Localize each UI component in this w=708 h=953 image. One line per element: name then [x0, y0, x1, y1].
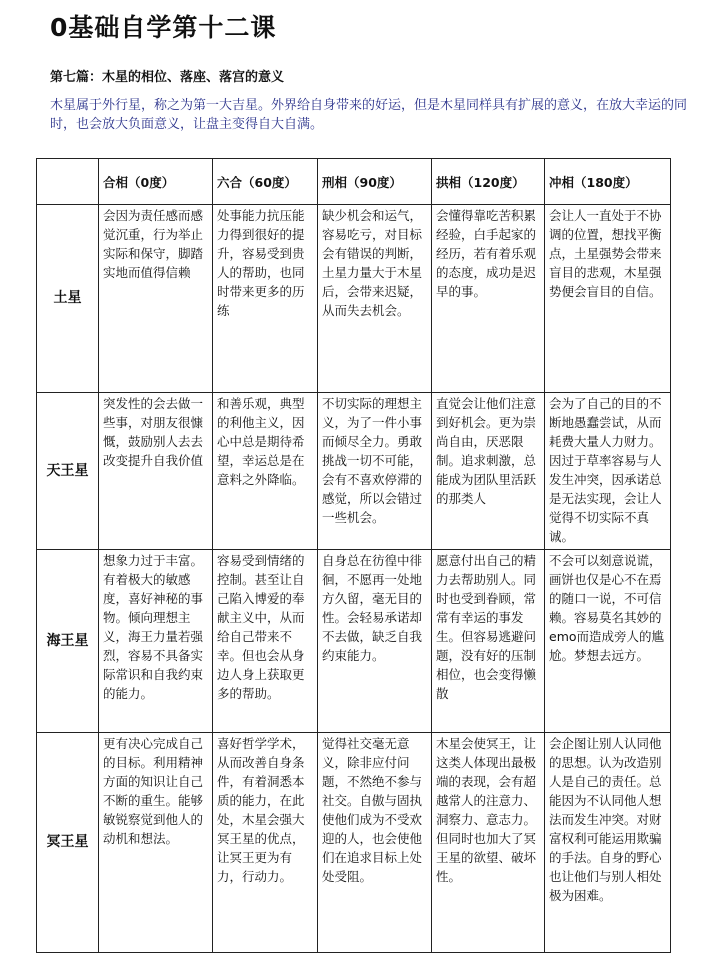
table-cell: 想象力过于丰富。有着极大的敏感度，喜好神秘的事物。倾向理想主义，海王力量若强烈，容易不具备实际常识和自我约束的能力。 [99, 550, 213, 733]
table-cell: 喜好哲学学术，从而改善自身条件，有着洞悉本质的能力，在此处，木星会强大冥王星的优点，让冥王更为有力，行动力。 [213, 733, 318, 953]
header-corner [37, 159, 99, 205]
table-cell: 会企图让别人认同他的思想。认为改造别人是自己的责任。总能因为不认同他人想法而发生冲突。对财富权利可能运用欺骗的手法。自身的野心也让他们与别人相处极为困难。 [545, 733, 671, 953]
header-row [37, 159, 671, 205]
table-row [37, 733, 671, 953]
table-cell: 直觉会让他们注意到好机会。更为崇尚自由，厌恶限制。追求刺激，总能成为团队里活跃的那类人 [432, 393, 545, 550]
intro-paragraph: 木星属于外行星，称之为第一大吉星。外界给自身带来的好运，但是木星同样具有扩展的意义，在放大幸运的同时，也会放大负面意义，让盘主变得自大自满。 [50, 98, 688, 132]
table-cell: 觉得社交毫无意义，除非应付问题，不然绝不参与社交。自傲与固执使他们成为不受欢迎的人，也会使他们在追求目标上处处受阻。 [318, 733, 432, 953]
table-cell: 会懂得靠吃苦积累经验，白手起家的经历，若有着乐观的态度，成功是迟早的事。 [432, 205, 545, 393]
table-cell: 缺少机会和运气，容易吃亏，对目标会有错误的判断，土星力量大于木星后，会带来迟疑，从而失去机会。 [318, 205, 432, 393]
table-row [37, 550, 671, 733]
table-cell: 更有决心完成自己的目标。利用精神方面的知识让自己不断的重生。能够敏锐察觉到他人的动机和想法。 [99, 733, 213, 953]
row-label: 冥王星 [37, 733, 99, 953]
header-trine: 拱相（120度） [432, 159, 545, 205]
table-cell: 愿意付出自己的精力去帮助别人。同时也受到眷顾，常常有幸运的事发生。但容易逃避问题，没有好的压制相位，也会变得懒散 [432, 550, 545, 733]
table-cell: 会为了自己的目的不断地愚蠢尝试，从而耗费大量人力财力。因过于草率容易与人发生冲突，因承诺总是无法实现，会让人觉得不切实际不真诚。 [545, 393, 671, 550]
table-cell: 不切实际的理想主义，为了一件小事而倾尽全力。勇敢挑战一切不可能，会有不喜欢停滞的感觉，所以会错过一些机会。 [318, 393, 432, 550]
table-cell: 处事能力抗压能力得到很好的提升，容易受到贵人的帮助，也同时带来更多的历练 [213, 205, 318, 393]
page-title: 0基础自学第十二课 [50, 13, 277, 42]
row-label: 天王星 [37, 393, 99, 550]
row-label: 土星 [37, 205, 99, 393]
table-cell: 不会可以刻意说谎，画饼也仅是心不在焉的随口一说，不可信赖。容易莫名其妙的emo而造成旁人的尴尬。梦想去远方。 [545, 550, 671, 733]
table-cell: 自身总在彷徨中徘徊，不愿再一处地方久留，毫无目的性。会轻易承诺却不去做，缺乏自我约束能力。 [318, 550, 432, 733]
header-square: 刑相（90度） [318, 159, 432, 205]
aspect-table [36, 158, 671, 953]
table-cell: 容易受到情绪的控制。甚至让自己陷入博爱的奉献主义中，从而给自己带来不幸。但也会从身边人身上获取更多的帮助。 [213, 550, 318, 733]
table-row [37, 205, 671, 393]
table-cell: 会因为责任感而感觉沉重，行为举止实际和保守，脚踏实地而值得信赖 [99, 205, 213, 393]
row-label: 海王星 [37, 550, 99, 733]
section-heading: 第七篇：木星的相位、落座、落宫的意义 [50, 70, 285, 85]
table-cell: 会让人一直处于不协调的位置，想找平衡点，土星强势会带来盲目的悲观，木星强势便会盲目的自信。 [545, 205, 671, 393]
table-cell: 突发性的会去做一些事，对朋友很慷慨，鼓励别人去去改变提升自我价值 [99, 393, 213, 550]
table-row [37, 393, 671, 550]
header-sextile: 六合（60度） [213, 159, 318, 205]
header-conjunction: 合相（0度） [99, 159, 213, 205]
table-cell: 和善乐观，典型的利他主义，因心中总是期待希望，幸运总是在意料之外降临。 [213, 393, 318, 550]
header-opposition: 冲相（180度） [545, 159, 671, 205]
table-cell: 木星会使冥王，让这类人体现出最极端的表现，会有超越常人的注意力、洞察力、意志力。但同时也加大了冥王星的欲望、破坏性。 [432, 733, 545, 953]
